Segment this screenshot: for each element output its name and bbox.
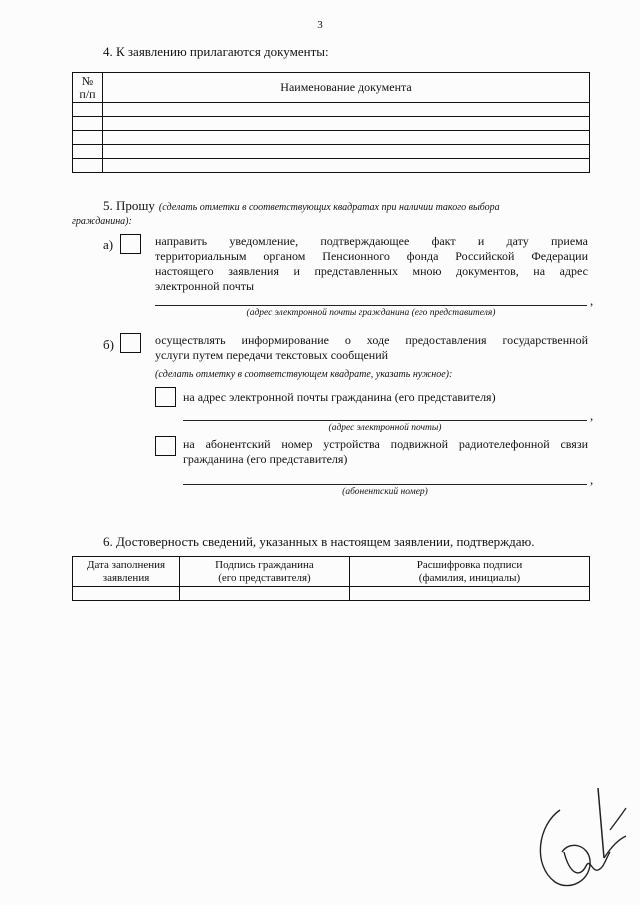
option-b-checkbox[interactable]: [120, 333, 141, 353]
email-address-line-b[interactable]: [183, 420, 587, 421]
phone-number-line[interactable]: [183, 484, 587, 485]
sub2-text: на абонентский номер устройства подвижной радиотелефонной связи гражданина (его представителя): [183, 437, 588, 466]
table-row: [73, 587, 590, 601]
table-row: [73, 103, 590, 117]
email-address-line-a[interactable]: [155, 305, 587, 306]
sub1-caption: (адрес электронной почты): [328, 423, 442, 433]
date-cell[interactable]: [73, 587, 180, 601]
option-b-text: осуществлять информирование о ходе предоставления государственной услуги путем передачи текстовых сообщений: [155, 333, 588, 362]
table-row: [73, 131, 590, 145]
sub1-checkbox[interactable]: [155, 387, 176, 407]
table-row: [73, 145, 590, 159]
section5-title: 5. Прошу: [103, 198, 155, 213]
col-number-header: № п/п: [73, 73, 103, 103]
comma: ,: [590, 472, 594, 487]
signature-table-header: [73, 557, 590, 587]
col-document-name-header: Наименование документа: [103, 73, 590, 103]
documents-table-header: [73, 73, 590, 103]
sub2-caption: (абонентский номер): [342, 487, 428, 497]
sub2-checkbox[interactable]: [155, 436, 176, 456]
section6-title: 6. Достоверность сведений, указанных в настоящем заявлении, подтверждаю.: [103, 534, 535, 549]
option-a-label: а): [103, 237, 114, 252]
name-cell[interactable]: [350, 587, 590, 601]
table-row: [73, 117, 590, 131]
page-number: 3: [317, 19, 323, 31]
signature-table: [72, 556, 590, 601]
section5-note: (сделать отметки в соответствующих квадратах при наличии такого выбора: [158, 202, 500, 213]
option-a-caption: (адрес электронной почты гражданина (его представителя): [246, 308, 496, 318]
documents-table: [72, 72, 590, 173]
sub1-text: на адрес электронной почты гражданина (его представителя): [183, 390, 496, 404]
col-date-header: Дата заполнения заявления: [73, 557, 180, 587]
comma: ,: [590, 408, 594, 423]
option-a-text: направить уведомление, подтверждающее факт и дату приема территориальным органом Пенсионного фонда Российской Федерации настоящего заявления и представленных мною документов, на адрес электронной почты: [155, 234, 588, 293]
col-signature-header: Подпись гражданина (его представителя): [180, 557, 350, 587]
section5-note-cont: гражданина):: [72, 216, 132, 227]
handwritten-signature: [530, 780, 630, 895]
signature-cell[interactable]: [180, 587, 350, 601]
option-b-label: б): [103, 337, 114, 352]
option-a-checkbox[interactable]: [120, 234, 141, 254]
section5-heading: [103, 198, 593, 216]
col-name-header: Расшифровка подписи (фамилия, инициалы): [350, 557, 590, 587]
table-row: [73, 159, 590, 173]
option-b-note: (сделать отметку в соответствующем квадрате, указать нужное):: [155, 369, 453, 380]
comma: ,: [590, 293, 594, 308]
section4-title: 4. К заявлению прилагаются документы:: [103, 44, 329, 59]
